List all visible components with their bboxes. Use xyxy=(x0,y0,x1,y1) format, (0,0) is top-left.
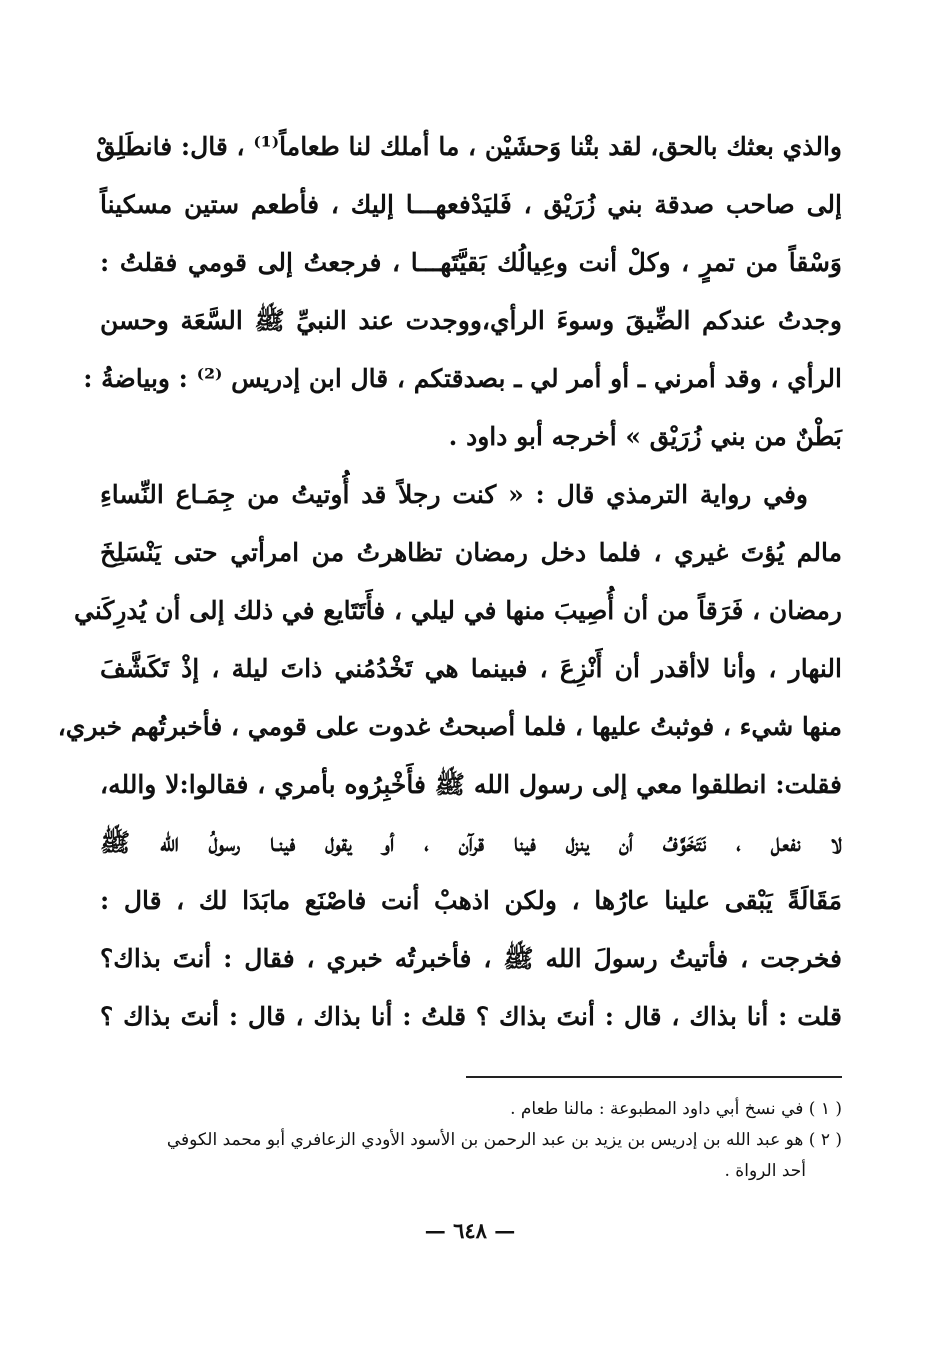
text-line: قلت : أنا بذاك ، قال : أنتَ بذاك ؟ قلتُ : أنا بذاك ، قال : أنتَ بذاك ؟ xyxy=(100,1002,842,1031)
text-line: وجدتُ عندكم الضِّيقَ وسوءَ الرأي،ووجدت عند النبيِّ ﷺ السَّعَة وحسن xyxy=(100,306,842,335)
text-line: إلى صاحب صدقة بني زُرَيْق ، فَليَدْفعهـــا إليك ، فأطعم ستين مسكيناً xyxy=(100,190,842,219)
text-line: النهار ، وأنا لاأقدر أن أَنْزِعَ ، فبينما هي تَخْدُمُني ذاتَ ليلة ، إذْ تَكَشَّفَ xyxy=(100,654,842,683)
text-line: مالم يُؤتَ غيري ، فلما دخل رمضان تظاهرتُ من امرأتي حتى يَنْسَلِخَ xyxy=(100,538,842,567)
main-text xyxy=(57,118,842,1046)
text-line: بَطْنٌ من بني زُرَيْق » أخرجه أبو داود . xyxy=(448,422,842,451)
footnote-2-continuation: أحد الرواة . xyxy=(724,1161,806,1181)
text-line: رمضان ، فَرَقاً من أن أُصِيبَ منها في ليلي ، فأَتَتَايع في ذلك إلى أن يُدرِكَني xyxy=(74,596,842,625)
text-line: منها شيء ، فوثبتُ عليها ، فلما أصبحتُ غدوت على قومي ، فأخبرتُهم خبري، xyxy=(57,712,842,741)
text-line: فقلت: انطلقوا معي إلى رسول الله ﷺ فأَخْبِرُوه بأمري ، فقالوا:لا والله، xyxy=(100,770,842,799)
text-line: مَقَالَةً يَبْقى علينا عارُها ، ولكن اذهبْ أنت فاصْنَع مابَدَا لك ، قال : xyxy=(100,886,842,915)
text-line: وَسْقاً من تمرٍ ، وكلْ أنت وعِيالُك بَقيَّتَهـــا ، فرجعتُ إلى قومي فقلتُ : xyxy=(100,248,842,277)
text-line: فخرجت ، فأتيتُ رسولَ الله ﷺ ، فأخبرتُه خبري ، فقال : أنتَ بذاك؟ xyxy=(100,944,842,973)
page-number: — ٦٤٨ — xyxy=(424,1218,516,1243)
footnote-2: ( ٢ ) هو عبد الله بن إدريس بن يزيد بن عبد الرحمن بن الأسود الأودي الزعافري أبو محمد الكوفي xyxy=(166,1130,842,1150)
text-line: لا نفعل ، نَتَخَوَّفُ أن ينزل فينا قرآن ، أو يقول فينـا رسولُ الله ﷺ xyxy=(100,828,842,857)
text-line: والذي بعثك بالحق، لقد بتْنا وَحشَيْن ، ما أملك لنا طعاماً⁽¹⁾ ، قال: فانطَلِقْ xyxy=(96,132,842,161)
footnote-1: ( ١ ) في نسخ أبي داود المطبوعة : مالنا طعام . xyxy=(510,1099,842,1119)
footnote-divider xyxy=(466,1076,842,1078)
footnotes xyxy=(100,1094,842,1187)
text-line: الرأي ، وقد أمرني ـ أو أمر لي ـ بصدقتكم ، قال ابن إدريس ⁽²⁾ : وبياضةُ : xyxy=(83,364,842,393)
paragraph-first-line: وفي رواية الترمذي قال : « كنت رجلاً قد أُوتيتُ من جِمَـاع النِّساءِ xyxy=(100,480,808,509)
